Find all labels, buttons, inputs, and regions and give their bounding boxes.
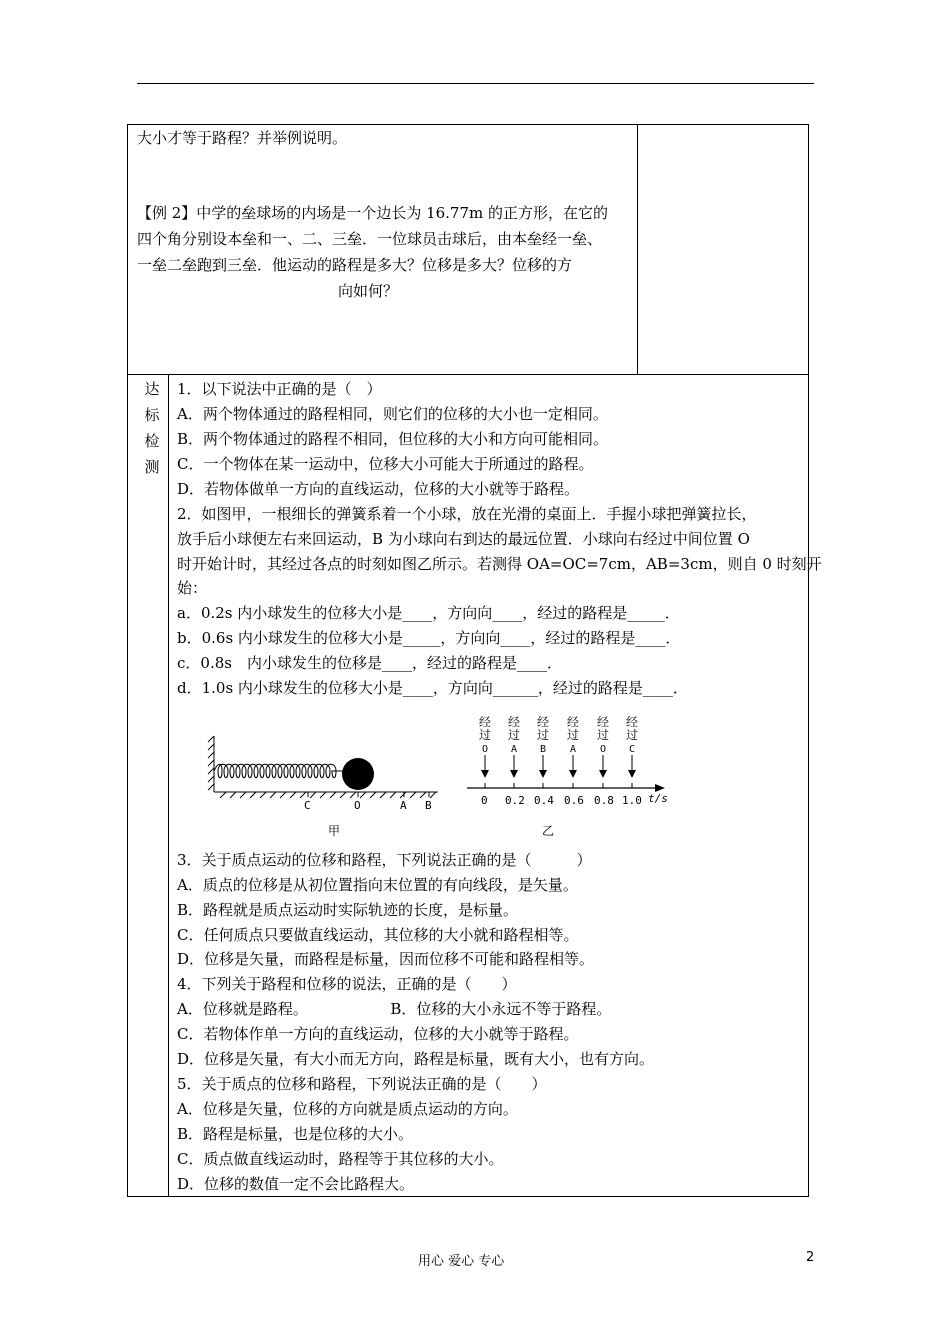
- table-row-divider: [127, 374, 808, 375]
- q3-line: B．路程就是质点运动时实际轨迹的长度，是标量。: [177, 901, 519, 919]
- pass-char: 过: [567, 728, 580, 742]
- event-marker: [479, 715, 491, 778]
- q5-line: B．路程是标量，也是位移的大小。: [177, 1125, 414, 1143]
- event-marker: [537, 715, 549, 778]
- point-label-c: C: [304, 799, 311, 812]
- q3-line: 3．关于质点运动的位移和路程，下列说法正确的是（ ）: [177, 851, 592, 869]
- down-arrow-icon: [510, 770, 518, 778]
- table-divider-left: [168, 374, 169, 1196]
- spring-icon: [214, 764, 344, 778]
- tick-label: 0.2: [505, 794, 525, 807]
- wall-icon: [208, 736, 214, 792]
- pass-char: 经: [508, 715, 521, 729]
- q2-line: d．1.0s 内小球发生的位移大小是____，方向向______，经过的路程是____．: [177, 679, 688, 697]
- q4-line: A．位移就是路程。 B．位移的大小永远不等于路程。: [177, 1000, 612, 1018]
- q4-line: 4．下列关于路程和位移的说法，正确的是（ ）: [177, 975, 517, 993]
- event-point: B: [540, 744, 547, 755]
- section-label: [137, 376, 167, 480]
- q2-line: b．0.6s 内小球发生的位移大小是_____，方向向____，经过的路程是____．: [177, 629, 681, 647]
- example-2-line: 【例 2】中学的垒球场的内场是一个边长为 16.77m 的正方形，在它的: [137, 204, 609, 222]
- pass-char: 过: [597, 728, 610, 742]
- point-label-a: A: [400, 799, 407, 812]
- event-point: C: [629, 744, 636, 755]
- table-divider-right: [637, 124, 638, 374]
- axis-unit: t/s: [648, 792, 668, 805]
- q4-line: D．位移是矢量，有大小而无方向，路程是标量，既有大小，也有方向。: [177, 1050, 655, 1068]
- q3-line: D．位移是矢量，而路程是标量，因而位移不可能和路程相等。: [177, 950, 595, 968]
- down-arrow-icon: [569, 770, 577, 778]
- event-point: A: [511, 744, 518, 755]
- q1-line: C．一个物体在某一运动中，位移大小可能大于所通过的路程。: [177, 455, 594, 473]
- q2-line: a．0.2s 内小球发生的位移大小是____，方向向____，经过的路程是_____．: [177, 604, 680, 622]
- section-label-char: 标: [144, 406, 160, 424]
- figure-jia: [200, 728, 460, 840]
- example-2-line: 向如何？: [338, 282, 399, 300]
- tick-label: 0.4: [534, 794, 554, 807]
- figure-caption-yi: 乙: [542, 824, 555, 838]
- q1-line: D．若物体做单一方向的直线运动，位移的大小就等于路程。: [177, 480, 580, 498]
- figure-yi: [465, 712, 675, 840]
- footer-motto: 用心 爱心 专心: [418, 1254, 505, 1269]
- pass-char: 经: [567, 715, 580, 729]
- down-arrow-icon: [628, 770, 636, 778]
- pass-char: 过: [537, 728, 550, 742]
- event-marker: [626, 715, 638, 778]
- down-arrow-icon: [539, 770, 547, 778]
- section-label-char: 达: [144, 380, 160, 398]
- q2-line: 时开始计时，其经过各点的时刻如图乙所示。若测得 OA=OC=7cm，AB=3cm，则自 0 时刻开: [177, 555, 822, 573]
- event-marker: [508, 715, 520, 778]
- q5-line: 5．关于质点的位移和路程，下列说法正确的是（ ）: [177, 1075, 547, 1093]
- event-marker: [567, 715, 579, 778]
- event-markers: [479, 715, 638, 778]
- event-point: O: [600, 744, 607, 755]
- tick-label: 1.0: [622, 794, 642, 807]
- q1-line: A．两个物体通过的路程相同，则它们的位移的大小也一定相同。: [177, 405, 608, 423]
- point-label-b: B: [425, 799, 432, 812]
- q2-line: 放手后小球便左右来回运动，B 为小球向右到达的最远位置．小球向右经过中间位置 O: [177, 530, 750, 548]
- figure-caption-jia: 甲: [328, 824, 341, 838]
- pass-char: 经: [597, 715, 610, 729]
- q5-line: A．位移是矢量，位移的方向就是质点运动的方向。: [177, 1100, 518, 1118]
- q5-line: D．位移的数值一定不会比路程大。: [177, 1175, 415, 1193]
- header-rule: [137, 83, 814, 84]
- pass-char: 过: [508, 728, 521, 742]
- pass-char: 经: [626, 715, 639, 729]
- example-2-line: 一垒二垒跑到三垒．他运动的路程是多大？位移是多大？位移的方: [137, 256, 573, 274]
- pass-char: 经: [537, 715, 550, 729]
- example-2-line: 四个角分别设本垒和一、二、三垒．一位球员击球后，由本垒经一垒、: [137, 230, 603, 248]
- page-number: 2: [806, 1250, 815, 1265]
- q4-line: C．若物体作单一方向的直线运动，位移的大小就等于路程。: [177, 1025, 579, 1043]
- q1-line: B．两个物体通过的路程不相同，但位移的大小和方向可能相同。: [177, 430, 609, 448]
- pass-char: 过: [479, 728, 492, 742]
- down-arrow-icon: [599, 770, 607, 778]
- tick-label: 0.8: [594, 794, 614, 807]
- section-label-char: 检: [144, 432, 160, 450]
- q2-line: 始：: [177, 579, 208, 597]
- top-line: 大小才等于路程？并举例说明。: [137, 129, 348, 147]
- q3-line: A．质点的位移是从初位置指向末位置的有向线段，是矢量。: [177, 876, 578, 894]
- down-arrow-icon: [481, 770, 489, 778]
- tick-label: 0.6: [564, 794, 584, 807]
- event-marker: [597, 715, 609, 778]
- axis-arrow-icon: [655, 784, 665, 792]
- pass-char: 过: [626, 728, 639, 742]
- event-point: A: [570, 744, 577, 755]
- q2-line: c．0.8s 内小球发生的位移是____，经过的路程是____．: [177, 654, 562, 672]
- q3-line: C．任何质点只要做直线运动，其位移的大小就和路程相等。: [177, 926, 579, 944]
- tick-label: 0: [481, 794, 488, 807]
- event-point: O: [482, 744, 489, 755]
- pass-char: 经: [479, 715, 492, 729]
- q5-line: C．质点做直线运动时，路程等于其位移的大小。: [177, 1150, 504, 1168]
- q1-line: 1．以下说法中正确的是（ ）: [177, 380, 382, 398]
- q2-line: 2．如图甲，一根细长的弹簧系着一个小球，放在光滑的桌面上．手握小球把弹簧拉长，: [177, 505, 757, 523]
- section-label-char: 测: [144, 458, 160, 476]
- ball-icon: [342, 758, 374, 790]
- point-label-o: O: [354, 799, 361, 812]
